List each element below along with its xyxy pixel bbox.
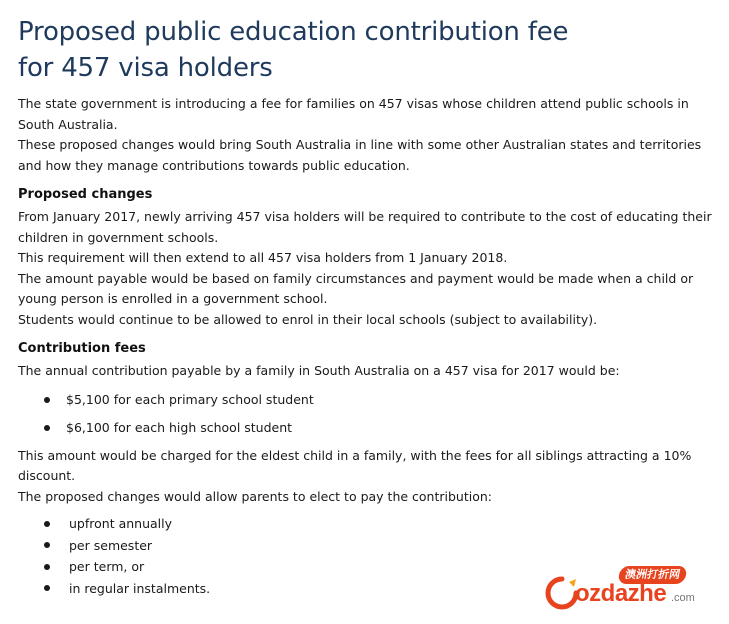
changes-paragraph-1: From January 2017, newly arriving 457 visa holders will be required to contribute to the cost of educating their children in government schools. <box>18 209 712 245</box>
changes-paragraph-4: Students would continue to be allowed to enrol in their local schools (subject to availability). <box>18 311 598 327</box>
title-line-1: Proposed public education contribution fee <box>18 17 569 47</box>
fees-lead: The annual contribution payable by a family in South Australia on a 457 visa for 2017 would be: <box>18 363 620 378</box>
section-heading-contribution-fees: Contribution fees <box>18 341 146 356</box>
fee-list <box>18 386 718 442</box>
title-line-2: for 457 visa holders <box>18 53 273 83</box>
section-heading-proposed-changes: Proposed changes <box>18 187 153 202</box>
list-item: in regular instalments. <box>18 578 718 600</box>
list-item: per term, or <box>18 556 718 578</box>
changes-paragraph-2: This requirement will then extend to all 457 visa holders from 1 January 2018. <box>18 250 508 265</box>
intro-paragraph-2: These proposed changes would bring South Australia in line with some other Australian states and territories and how they manage contributions towards public education. <box>18 137 702 173</box>
list-item: $6,100 for each high school student <box>18 414 718 442</box>
watermark-wordmark: ozdazhe <box>575 580 667 607</box>
fees-note: This amount would be charged for the eldest child in a family, with the fees for all siblings attracting a 10% discount. <box>18 447 692 483</box>
watermark-banner: 澳洲打折网 <box>617 566 687 584</box>
swirl-icon <box>545 576 579 610</box>
document <box>18 14 718 599</box>
list-item: $5,100 for each primary school student <box>18 386 718 414</box>
options-lead: The proposed changes would allow parents to elect to pay the contribution: <box>18 488 492 504</box>
intro-paragraph-1: The state government is introducing a fee for families on 457 visas whose children attend public schools in South Australia. <box>18 96 689 132</box>
watermark-logo <box>545 566 725 616</box>
changes-paragraph-3: The amount payable would be based on family circumstances and payment would be made when a child or young person is enrolled in a government school. <box>18 270 694 306</box>
list-item: upfront annually <box>18 513 718 535</box>
page-title <box>18 14 718 86</box>
watermark-suffix: .com <box>671 592 695 604</box>
list-item: per semester <box>18 535 718 557</box>
